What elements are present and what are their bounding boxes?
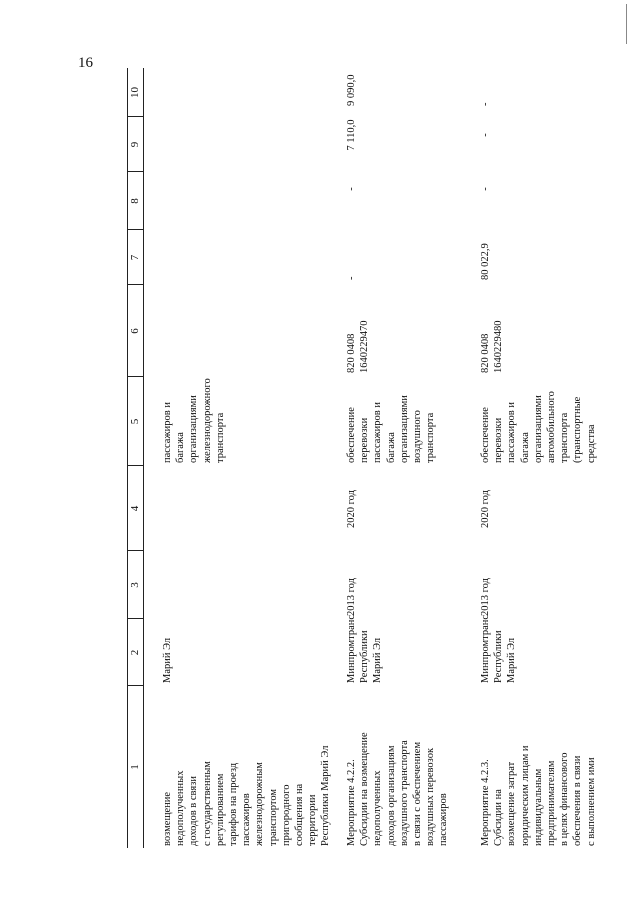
row-2-col8-value: -	[346, 187, 357, 191]
row-2-col10-value: 9 090,0	[346, 74, 357, 106]
header-col-2: 2	[129, 649, 141, 656]
header-col-4: 4	[129, 505, 141, 512]
row-3-activity: Мероприятие 4.2.3. Субсидии на возмещение затрат юридическим лицам и индивидуальным предпринимателям в целях финансового обеспечения в связи с выполнением ими	[480, 745, 597, 846]
scan-edge-mark	[626, 4, 627, 44]
row-2-activity: Мероприятие 4.2.2. Субсидии на возмещение недополученных доходов организациям воздушного транспорта в связи с обеспечением воздушных перевозок пассажиров	[346, 732, 450, 846]
header-col-8: 8	[129, 198, 141, 204]
header-col-5: 5	[129, 418, 141, 425]
row-3-budget-code: 820 0408 1640229480	[480, 320, 505, 373]
row-2-executor: Минпромтранс Республики Марий Эл	[346, 614, 384, 683]
header-bottom-rule	[143, 68, 144, 848]
header-col-1: 1	[129, 764, 141, 770]
row-1-executor: Марий Эл	[162, 637, 173, 683]
header-col-7: 7	[129, 254, 141, 261]
header-col-6: 6	[129, 328, 141, 334]
header-col-9: 9	[129, 141, 141, 148]
row-3-col7-value: 80 022,9	[480, 243, 491, 280]
row-3-start-year: 2013 год	[480, 578, 491, 616]
row-3-end-year: 2020 год	[480, 490, 491, 528]
header-col-10: 10	[129, 87, 141, 98]
row-1-result: пассажиров и багажа организациями железнодорожного транспорта	[162, 378, 226, 463]
header-col-3: 3	[129, 582, 141, 588]
page-number: 16	[78, 55, 93, 71]
row-3-result: обеспечение перевозки пассажиров и багажа организациями автомобильного транспорта (транспортные средства	[480, 391, 597, 463]
row-3-col9-value: -	[480, 133, 491, 137]
row-2-budget-code: 820 0408 1640229470	[346, 320, 371, 373]
row-2-end-year: 2020 год	[346, 490, 357, 528]
row-3-col8-value: -	[480, 187, 491, 191]
row-2-start-year: 2013 год	[346, 578, 357, 616]
row-2-col7-value: -	[346, 276, 357, 280]
row-2-result: обеспечение перевозки пассажиров и багажа организациями воздушного транспорта	[346, 395, 437, 463]
row-1-activity: возмещение недополученных доходов в связи с государственным регулированием тарифов на проезд пассажиров железнодорожным транспортом пригородного сообщения на территории Республики Марий Эл	[162, 745, 332, 846]
row-3-executor: Минпромтранс Республики Марий Эл	[480, 614, 518, 683]
row-2-col9-value: 7 110,0	[346, 119, 357, 151]
row-3-col10-value: -	[480, 102, 491, 106]
